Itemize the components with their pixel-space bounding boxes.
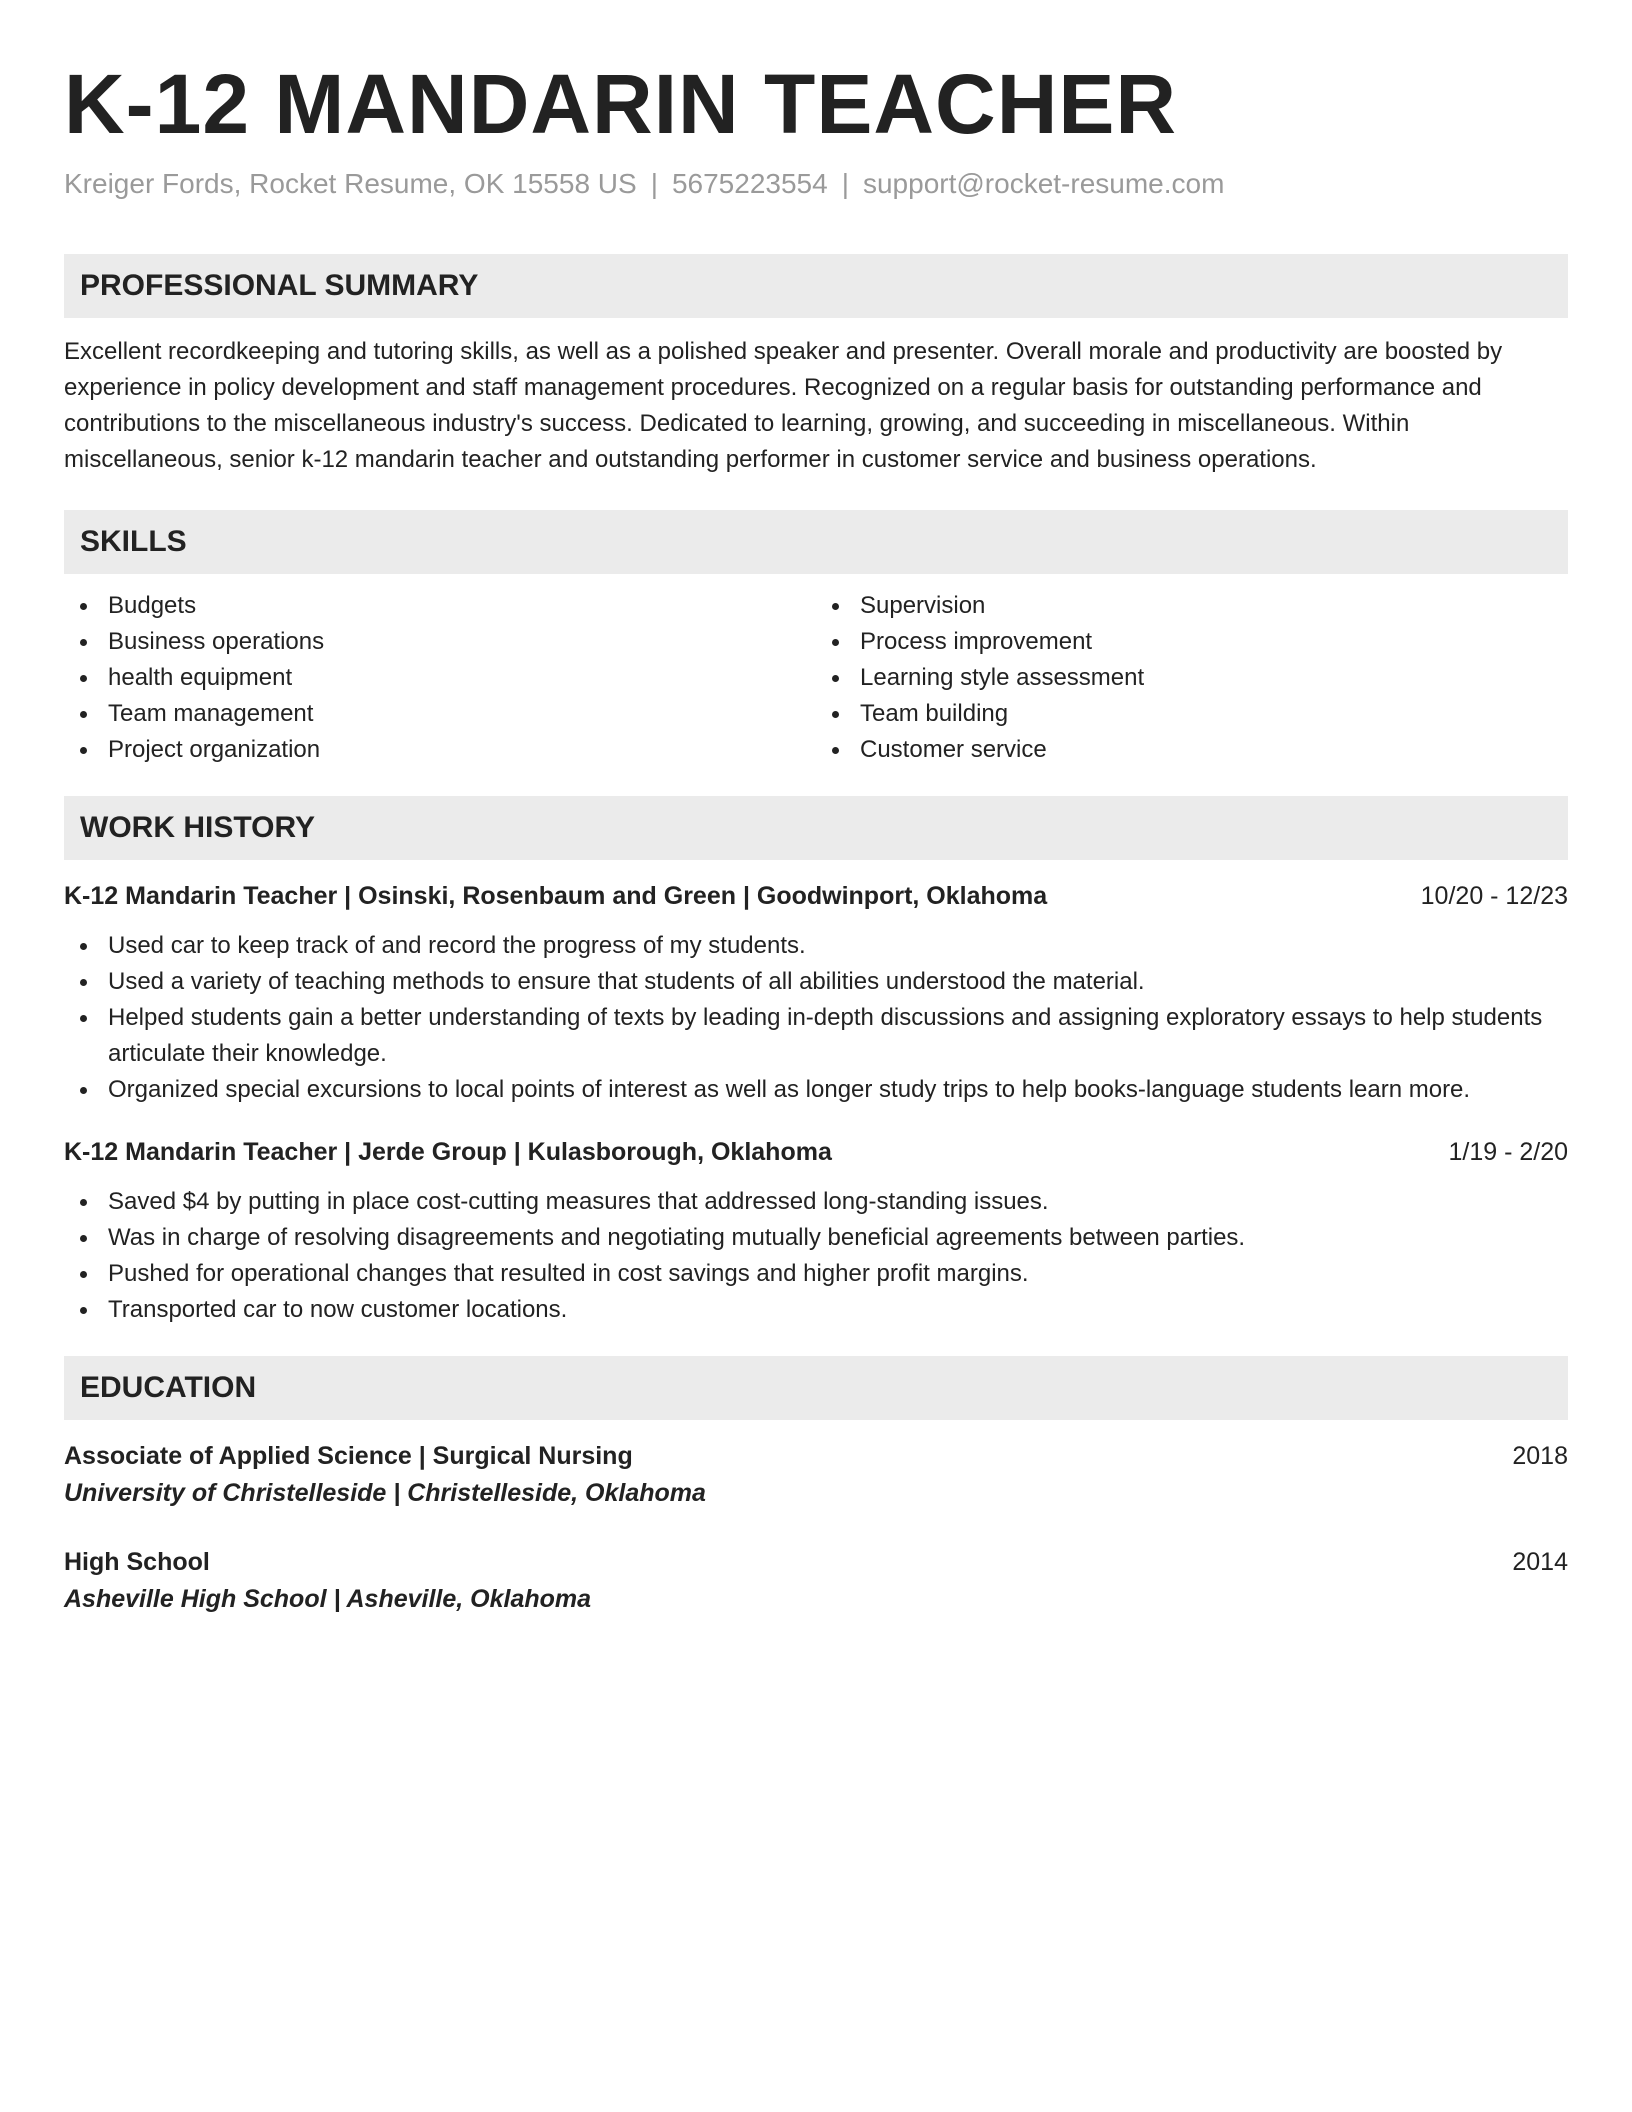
education-degree: High School xyxy=(64,1548,210,1576)
skill-item: Business operations xyxy=(64,624,816,660)
job-bullet: Used a variety of teaching methods to ensure that students of all abilities understood the material. xyxy=(64,964,1568,1000)
skill-item: Process improvement xyxy=(816,624,1568,660)
job-bullets xyxy=(64,928,1568,1108)
section-heading-summary: PROFESSIONAL SUMMARY xyxy=(64,254,1568,318)
skill-item: Supervision xyxy=(816,588,1568,624)
job-bullet: Used car to keep track of and record the progress of my students. xyxy=(64,928,1568,964)
skill-item: health equipment xyxy=(64,660,816,696)
contact-separator: | xyxy=(841,168,849,199)
education-entry xyxy=(64,1438,1568,1512)
job-bullet: Transported car to now customer locations. xyxy=(64,1292,1568,1328)
job-bullet: Saved $4 by putting in place cost-cutting measures that addressed long-standing issues. xyxy=(64,1184,1568,1220)
education-degree: Associate of Applied Science | Surgical Nursing xyxy=(64,1442,633,1470)
job-header xyxy=(64,1134,1568,1170)
job-bullet: Helped students gain a better understanding of texts by leading in-depth discussions and assigning exploratory essays to help students articulate their knowledge. xyxy=(64,1000,1568,1072)
section-heading-education: EDUCATION xyxy=(64,1356,1568,1420)
contact-address: Kreiger Fords, Rocket Resume, OK 15558 US xyxy=(64,168,637,199)
skills-list-right xyxy=(816,588,1568,768)
skill-item: Budgets xyxy=(64,588,816,624)
job-title: K-12 Mandarin Teacher | Jerde Group | Kulasborough, Oklahoma xyxy=(64,1138,832,1166)
skill-item: Team building xyxy=(816,696,1568,732)
job-bullet: Organized special excursions to local points of interest as well as longer study trips to help books-language students learn more. xyxy=(64,1072,1568,1108)
education-year: 2014 xyxy=(1512,1548,1568,1576)
job-dates: 10/20 - 12/23 xyxy=(1420,882,1568,910)
skills-grid xyxy=(64,588,1568,768)
resume-name: K-12 MANDARIN TEACHER xyxy=(64,57,1178,151)
skill-item: Project organization xyxy=(64,732,816,768)
job-entry xyxy=(64,1134,1568,1328)
contact-phone: 5675223554 xyxy=(671,168,828,199)
skill-item: Customer service xyxy=(816,732,1568,768)
job-bullet: Was in charge of resolving disagreements and negotiating mutually beneficial agreements between parties. xyxy=(64,1220,1568,1256)
skill-item: Team management xyxy=(64,696,816,732)
education-school: University of Christelleside | Christelleside, Oklahoma xyxy=(64,1479,706,1507)
job-dates: 1/19 - 2/20 xyxy=(1448,1138,1568,1166)
education-entry xyxy=(64,1544,1568,1618)
education-header xyxy=(64,1438,1568,1474)
education-year: 2018 xyxy=(1512,1442,1568,1470)
job-bullet: Pushed for operational changes that resulted in cost savings and higher profit margins. xyxy=(64,1256,1568,1292)
skills-list-left xyxy=(64,588,816,768)
contact-line xyxy=(64,166,1568,202)
skill-item: Learning style assessment xyxy=(816,660,1568,696)
education-header xyxy=(64,1544,1568,1580)
contact-email: support@rocket-resume.com xyxy=(862,168,1225,199)
contact-separator: | xyxy=(650,168,658,199)
summary-text: Excellent recordkeeping and tutoring skills, as well as a polished speaker and presenter. Overall morale and productivity are boosted by experience in policy development and staff management procedures. Recognized on a regular basis for outstanding performance and contributions to the miscellaneous industry's success. Dedicated to learning, growing, and succeeding in miscellaneous. Within miscellaneous, senior k-12 mandarin teacher and outstanding performer in customer service and business operations. xyxy=(64,338,1503,473)
job-header xyxy=(64,878,1568,914)
education-school: Asheville High School | Asheville, Oklahoma xyxy=(64,1585,592,1613)
job-bullets xyxy=(64,1184,1568,1328)
job-entry xyxy=(64,878,1568,1108)
section-heading-work-history: WORK HISTORY xyxy=(64,796,1568,860)
section-heading-skills: SKILLS xyxy=(64,510,1568,574)
job-title: K-12 Mandarin Teacher | Osinski, Rosenbaum and Green | Goodwinport, Oklahoma xyxy=(64,882,1048,910)
